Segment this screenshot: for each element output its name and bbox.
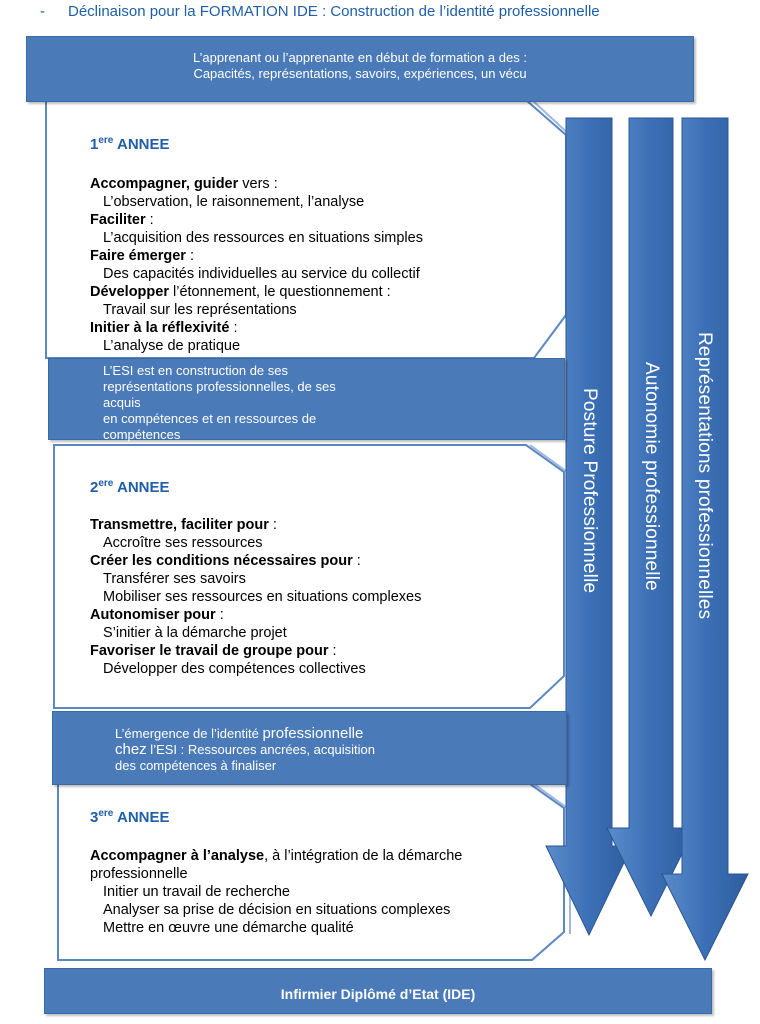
year1-content (90, 175, 423, 355)
year2-action-line (90, 606, 421, 624)
year2-title (90, 478, 170, 496)
year3-content (90, 847, 462, 937)
top-banner (26, 36, 694, 102)
band1-line2: représentations professionnelles, de ses acquis (103, 379, 336, 410)
band2-line1b: professionnelle (262, 725, 364, 742)
year1-action-line (90, 175, 423, 193)
year1-detail-line: Des capacités individuelles au service du collectif (103, 266, 420, 282)
band1-line3: en compétences et en ressources de (103, 411, 317, 426)
arrow-posture-label: Posture Professionnelle (579, 388, 600, 594)
year1-action-rest: : (229, 320, 238, 336)
year3-action-line (90, 847, 462, 865)
band2-line2 (115, 742, 415, 758)
year1-action-rest: : (145, 212, 154, 228)
year2-detail-line: S’initier à la démarche projet (103, 625, 287, 641)
year2-action-rest: : (268, 517, 277, 533)
year2-action-rest: : (215, 607, 224, 623)
year1-action-verb: Accompagner, guider (90, 176, 239, 192)
year2-action-rest: : (328, 643, 337, 659)
year3-number: 3 (90, 809, 99, 826)
year3-continuation-line: professionnelle (90, 866, 188, 882)
year3-detail-line: Mettre en œuvre une démarche qualité (103, 920, 354, 936)
year1-action-line (90, 283, 423, 301)
year3-detail-line: Analyser sa prise de décision en situations complexes (103, 902, 451, 918)
year1-detail-line: Travail sur les représentations (103, 302, 297, 318)
year1-detail-line: L’observation, le raisonnement, l’analyse (103, 194, 365, 210)
year2-detail-line: Transférer ses savoirs (103, 571, 246, 587)
band2-line1a: L’émergence de l’identité (115, 726, 263, 741)
year1-action-line (90, 247, 423, 265)
band2-line3: des compétences à finaliser (115, 758, 277, 773)
header-title: Déclinaison pour la FORMATION IDE : Construction de l’identité professionnelle (68, 3, 600, 20)
transition-band-2 (52, 711, 567, 785)
year1-action-line (90, 211, 423, 229)
year1-action-verb: Développer (90, 284, 169, 300)
year3-detail-line: Initier un travail de recherche (103, 884, 290, 900)
year1-action-rest: : (185, 248, 194, 264)
year1-action-verb: Faire émerger (90, 248, 186, 264)
year3-sup: ere (98, 808, 114, 819)
year1-action-verb: Initier à la réflexivité (90, 320, 230, 336)
year2-action-verb: Autonomiser pour (90, 607, 216, 623)
year1-action-rest: l’étonnement, le questionnement : (168, 284, 391, 300)
year2-action-line (90, 516, 421, 534)
year2-sup: ere (98, 478, 114, 489)
band1-line4: compétences (103, 427, 181, 442)
year2-content (90, 516, 421, 678)
band2-line2b: l’ESI : Ressources ancrées, acquisition (146, 742, 376, 757)
year2-action-line (90, 642, 421, 660)
transition-band-1 (48, 358, 565, 440)
year2-label: ANNEE (116, 479, 170, 496)
year2-detail-line: Développer des compétences collectives (103, 661, 366, 677)
year2-action-rest: : (352, 553, 361, 569)
year2-detail-line: Accroître ses ressources (103, 535, 263, 551)
year1-action-line (90, 319, 423, 337)
year1-label: ANNEE (116, 136, 170, 153)
year1-action-rest: vers : (238, 176, 278, 192)
year1-detail-line: L’acquisition des ressources en situations simples (103, 230, 423, 246)
arrow-representations-label: Représentations professionnelles (694, 332, 715, 620)
year3-title (90, 808, 170, 826)
year1-detail-line: L’analyse de pratique (103, 338, 241, 354)
header-dash: - (40, 3, 45, 20)
year2-number: 2 (90, 479, 99, 496)
year3-action-verb: Accompagner à l’analyse (90, 848, 265, 864)
bottom-bar-label: Infirmier Diplômé d’Etat (IDE) (280, 986, 476, 1002)
year3-label: ANNEE (116, 809, 170, 826)
year2-action-verb: Transmettre, faciliter pour (90, 517, 269, 533)
year2-action-verb: Créer les conditions nécessaires pour (90, 553, 353, 569)
arrow-autonomie-label: Autonomie professionnelle (641, 362, 662, 591)
band1-line1: L’ESI est en construction de ses (103, 363, 288, 378)
top-banner-line2: Capacités, représentations, savoirs, expériences, un vécu (193, 66, 527, 81)
band2-line1 (115, 726, 415, 742)
top-banner-line1: L’apprenant ou l’apprenante en début de formation a des : (193, 50, 527, 65)
year2-action-line (90, 552, 421, 570)
bottom-bar (44, 968, 712, 1014)
year2-action-verb: Favoriser le travail de groupe pour (90, 643, 329, 659)
year2-detail-line: Mobiliser ses ressources en situations complexes (103, 589, 422, 605)
year1-sup: ere (98, 135, 114, 146)
year1-title (90, 135, 170, 153)
year1-action-verb: Faciliter (90, 212, 146, 228)
year3-action-rest: , à l’intégration de la démarche (264, 848, 463, 864)
band2-line2a: chez (115, 741, 147, 758)
year1-number: 1 (90, 136, 99, 153)
